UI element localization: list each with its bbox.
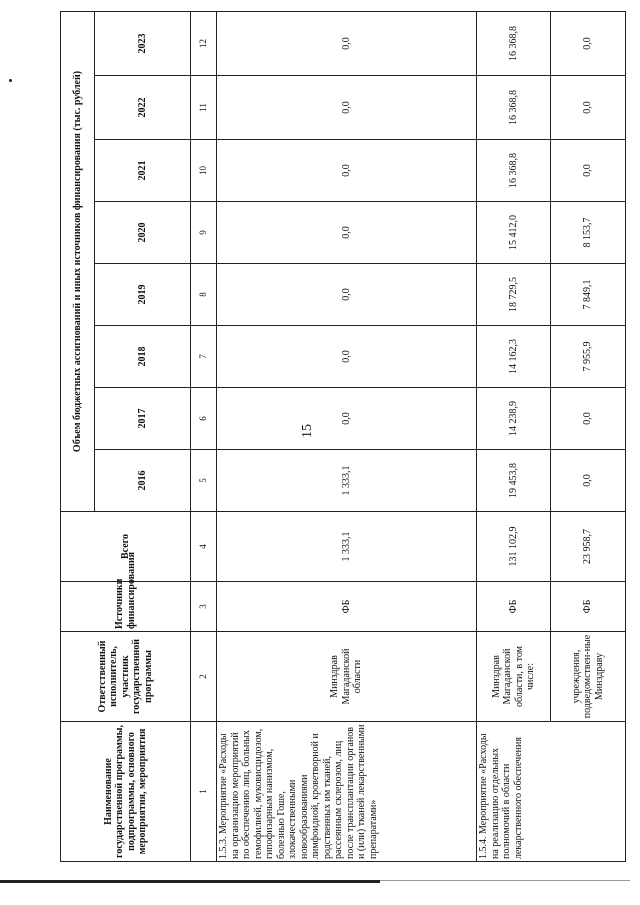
row-value: 7 849,1 [551,264,626,326]
financing-table [60,11,626,862]
row-value: 15 412,0 [477,202,551,264]
column-index: 12 [191,11,217,75]
column-index: 5 [191,450,217,512]
row-value: 0,0 [217,76,477,140]
stray-mark [9,79,12,82]
row-total: 131 102,9 [477,512,551,582]
column-index: 8 [191,264,217,326]
row-value: 0,0 [217,264,477,326]
row-value: 0,0 [217,326,477,388]
row-value: 18 729,5 [477,264,551,326]
column-index: 6 [191,388,217,450]
header-executor: Ответственный исполнитель, участник государственной программы [61,632,191,722]
row-value: 14 162,3 [477,326,551,388]
column-index: 3 [191,582,217,632]
row-value: 0,0 [551,76,626,140]
row-executor: Минздрав Магаданской области [217,632,477,722]
row-value: 0,0 [551,11,626,75]
row-name: 1.5.3. Мероприятие «Расходы на организацию мероприятий по обеспечению лиц, больных гемофилией, муковисцидозом, гипофизарным нанизмом, болезнью Гоше, злокачественными новообразованиями лимфоидной, кроветворной и родственных им тканей, рассеянным склерозом, лиц после трансплантации органов и (или) тканей лекарственными препаратами» [217,722,477,862]
header-year: 2023 [95,11,191,75]
scan-edge-line-thin [380,880,630,881]
header-year: 2019 [95,264,191,326]
row-source: ФБ [551,582,626,632]
scan-edge-line [0,880,380,883]
header-year: 2018 [95,326,191,388]
row-value: 0,0 [217,202,477,264]
page-number: 15 [300,424,315,438]
row-value: 1 333,1 [217,450,477,512]
row-value: 16 368,8 [477,11,551,75]
row-executor: учреждения, подведомствен-ные Минздраву [551,632,626,722]
row-value: 0,0 [217,140,477,202]
header-year: 2021 [95,140,191,202]
column-index: 9 [191,202,217,264]
row-value: 16 368,8 [477,140,551,202]
row-value: 0,0 [551,388,626,450]
table-row [217,11,477,861]
column-index: 11 [191,76,217,140]
column-index: 1 [191,722,217,862]
row-value: 16 368,8 [477,76,551,140]
rotated-table-area [60,12,625,862]
header-year: 2016 [95,450,191,512]
header-year: 2022 [95,76,191,140]
row-value: 8 153,7 [551,202,626,264]
row-value: 0,0 [217,388,477,450]
header-year: 2020 [95,202,191,264]
row-total: 23 958,7 [551,512,626,582]
header-total: Всего [61,512,191,582]
row-value: 0,0 [551,450,626,512]
row-value: 19 453,8 [477,450,551,512]
column-index: 7 [191,326,217,388]
table-row [477,11,551,861]
rotated-table-wrapper [60,12,625,862]
row-value: 0,0 [217,11,477,75]
header-source: Источники финансирования [61,582,191,632]
header-name: Наименование государственной программы, подпрограммы, основного мероприятия, мероприятия [61,722,191,862]
column-index: 4 [191,512,217,582]
row-executor: Минздрав Магаданской области, в том числе: [477,632,551,722]
header-year: 2017 [95,388,191,450]
row-source: ФБ [217,582,477,632]
column-index: 10 [191,140,217,202]
row-total: 1 333,1 [217,512,477,582]
column-index: 2 [191,632,217,722]
row-value: 14 238,9 [477,388,551,450]
row-value: 7 955,9 [551,326,626,388]
row-source: ФБ [477,582,551,632]
header-funding-group: Объем бюджетных ассигнований и иных источников финансирования (тыс. рублей) [61,11,95,511]
row-name: 1.5.4. Мероприятие «Расходы на реализацию отдельных полномочий в области лекарственного обеспечения [477,722,626,862]
row-value: 0,0 [551,140,626,202]
